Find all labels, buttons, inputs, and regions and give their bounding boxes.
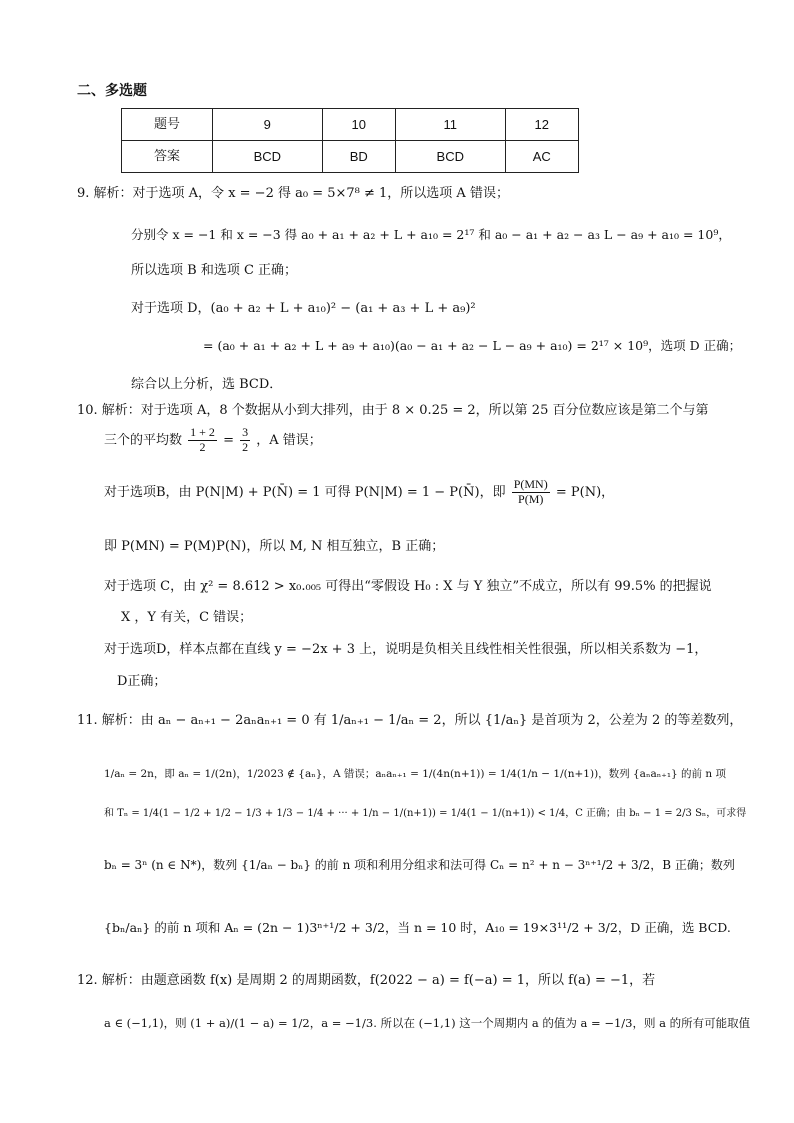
fraction xyxy=(240,426,250,455)
answer-table xyxy=(121,108,579,173)
table-cell: 答案 xyxy=(122,141,213,173)
q9-line-1: 9. 解析：对于选项 A，令 x = −2 得 a₀ = 5×7⁸ ≠ 1，所以选项 A 错误； xyxy=(77,186,509,201)
q11-line-5: {bₙ/aₙ} 的前 n 项和 Aₙ = (2n − 1)3ⁿ⁺¹/2 + 3/2，当 n = 10 时，A₁₀ = 19×3¹¹/2 + 3/2，D 正确，选 BCD. xyxy=(104,920,731,935)
q10-line-8: D正确； xyxy=(117,674,167,689)
equals-sign: = xyxy=(223,432,234,448)
q10-line-4: 即 P(MN) = P(M)P(N)，所以 M, N 相互独立，B 正确； xyxy=(104,539,445,554)
fraction-denominator: P(M) xyxy=(518,491,544,506)
table-cell: 9 xyxy=(213,109,323,141)
q11-line-3: 和 Tₙ = 1/4(1 − 1/2 + 1/2 − 1/3 + 1/3 − 1/4 + ··· + 1/n − 1/(n+1)) = 1/4(1 − 1/(n+1)) < 1/4，C 正确；由 bₙ − 1 = 2/3 Sₙ，可求得 xyxy=(104,808,747,819)
q9-line-5: = (a₀ + a₁ + a₂ + L + a₉ + a₁₀)(a₀ − a₁ + a₂ − L − a₉ + a₁₀) = 2¹⁷ × 10⁹，选项 D 正确； xyxy=(203,338,742,353)
q10-line-7: 对于选项D，样本点都在直线 y = −2x + 3 上，说明是负相关且线性相关性很强，所以相关系数为 −1， xyxy=(104,642,708,657)
table-cell: 题号 xyxy=(122,109,213,141)
table-cell: 10 xyxy=(322,109,395,141)
table-cell: BD xyxy=(322,141,395,173)
q11-line-2: 1/aₙ = 2n，即 aₙ = 1/(2n)，1/2023 ∉ {aₙ}，A 错误；aₙaₙ₊₁ = 1/(4n(n+1)) = 1/4(1/n − 1/(n+1))，数列 {aₙaₙ₊₁} 的前 n 项 xyxy=(104,768,726,780)
table-cell: AC xyxy=(505,141,578,173)
table-cell: BCD xyxy=(395,141,505,173)
q12-line-2: a ∈ (−1,1)，则 (1 + a)/(1 − a) = 1/2，a = −1/3. 所以在 (−1,1) 这一个周期内 a 的值为 a = −1/3，则 a 的所有可能取值 xyxy=(104,1016,751,1030)
q10-line-3 xyxy=(104,478,614,507)
section-heading: 二、多选题 xyxy=(77,83,147,99)
q9-line-4: 对于选项 D，(a₀ + a₂ + L + a₁₀)² − (a₁ + a₃ + L + a₉)² xyxy=(131,301,476,316)
q11-line-1: 11. 解析：由 aₙ − aₙ₊₁ − 2aₙaₙ₊₁ = 0 有 1/aₙ₊₁ − 1/aₙ = 2，所以 {1/aₙ} 是首项为 2，公差为 2 的等差数列， xyxy=(77,713,743,728)
q10-text: 对于选项B，由 P(N|M) + P(N̄) = 1 可得 P(N|M) = 1 − P(N̄)，即 xyxy=(104,484,506,500)
fraction-denominator: 2 xyxy=(242,439,249,454)
fraction xyxy=(188,426,217,455)
fraction-numerator: 1 + 2 xyxy=(190,425,215,439)
q10-text: ，A 错误； xyxy=(256,432,322,448)
fraction xyxy=(512,478,550,507)
q9-line-3: 所以选项 B 和选项 C 正确； xyxy=(131,263,298,278)
fraction-numerator: P(MN) xyxy=(513,477,548,491)
table-cell: BCD xyxy=(213,141,323,173)
fraction-denominator: 2 xyxy=(199,439,206,454)
table-cell: 12 xyxy=(505,109,578,141)
q11-line-4: bₙ = 3ⁿ (n ∈ N*)，数列 {1/aₙ − bₙ} 的前 n 项和利用分组求和法可得 Cₙ = n² + n − 3ⁿ⁺¹/2 + 3/2，B 正确；数列 xyxy=(104,858,735,872)
q10-line-1: 10. 解析：对于选项 A，8 个数据从小到大排列，由于 8 × 0.25 = 2，所以第 25 百分位数应该是第二个与第 xyxy=(77,403,709,418)
q10-line-5: 对于选项 C，由 χ² = 8.612 > x₀.₀₀₅ 可得出“零假设 H₀ : X 与 Y 独立”不成立，所以有 99.5% 的把握说 xyxy=(104,579,712,594)
table-row xyxy=(122,109,579,141)
q10-text: 三个的平均数 xyxy=(104,432,183,448)
q12-line-1: 12. 解析：由题意函数 f(x) 是周期 2 的周期函数，f(2022 − a) = f(−a) = 1，所以 f(a) = −1，若 xyxy=(77,973,656,988)
q10-line-6: X ，Y 有关，C 错误； xyxy=(121,610,253,625)
q9-line-6: 综合以上分析，选 BCD． xyxy=(131,377,283,392)
table-cell: 11 xyxy=(395,109,505,141)
fraction-numerator: 3 xyxy=(242,425,249,439)
table-row xyxy=(122,141,579,173)
q9-line-2: 分别令 x = −1 和 x = −3 得 a₀ + a₁ + a₂ + L + a₁₀ = 2¹⁷ 和 a₀ − a₁ + a₂ − a₃ L − a₉ + a₁₀ = 10⁹， xyxy=(131,227,731,242)
q10-text: = P(N)， xyxy=(555,484,615,500)
q10-line-2 xyxy=(104,426,322,455)
